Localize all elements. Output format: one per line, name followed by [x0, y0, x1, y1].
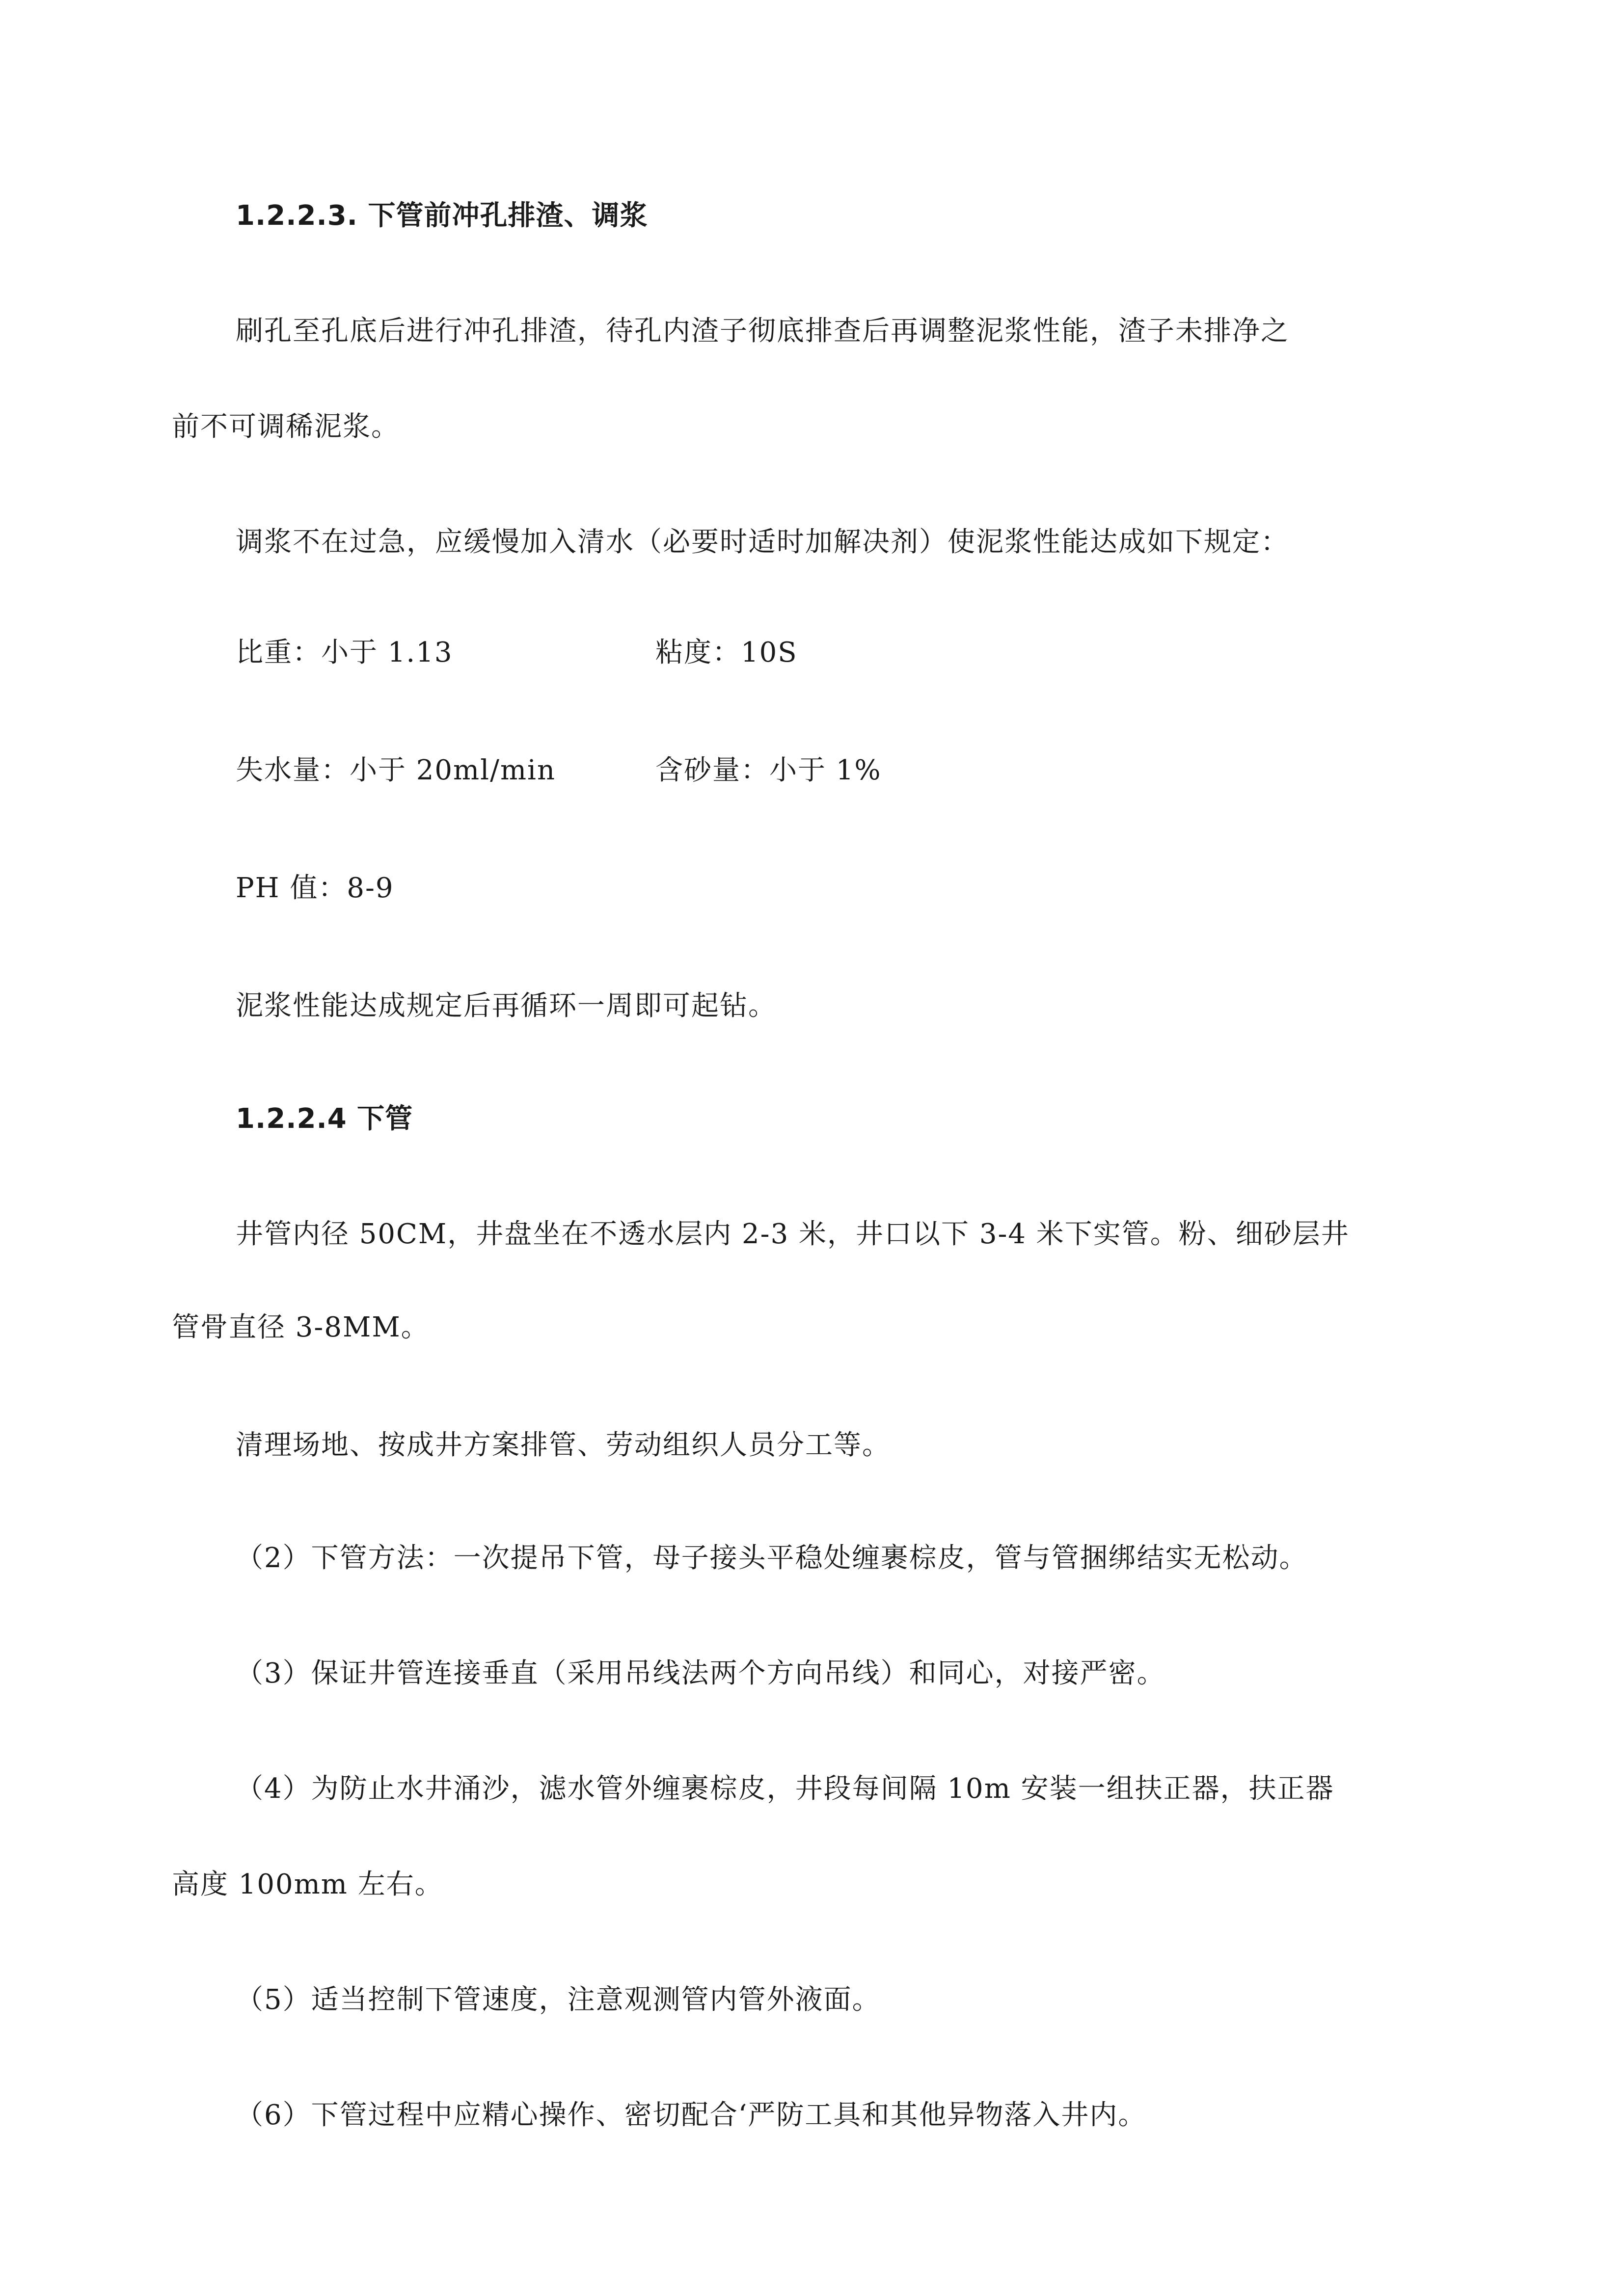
paragraph-line: 调浆不在过急，应缓慢加入清水（必要时适时加解决剂）使泥浆性能达成如下规定： [236, 526, 1289, 558]
list-item: （6）下管过程中应精心操作、密切配合‘严防工具和其他异物落入井内。 [236, 2099, 1147, 2131]
section-heading-1223: 1.2.2.3. 下管前冲孔排渣、调浆 [236, 200, 648, 232]
paragraph-line: 泥浆性能达成规定后再循环一周即可起钻。 [236, 990, 777, 1022]
list-item: （3）保证井管连接垂直（采用吊线法两个方向吊线）和同心，对接严密。 [236, 1657, 1165, 1689]
section-heading-1224: 1.2.2.4 下管 [236, 1103, 413, 1135]
paragraph-line: 前不可调稀泥浆。 [172, 411, 400, 443]
spec-viscosity: 粘度：10S [655, 637, 798, 668]
spec-water-loss: 失水量：小于 20ml/min [236, 754, 556, 786]
list-item: （5）适当控制下管速度，注意观测管内管外液面。 [236, 1984, 881, 2016]
spec-ph: PH 值：8-9 [236, 872, 394, 904]
spec-density: 比重：小于 1.13 [236, 637, 453, 668]
paragraph-line: 清理场地、按成井方案排管、劳动组织人员分工等。 [236, 1429, 891, 1461]
list-item: （4）为防止水井涌沙，滤水管外缠裹棕皮，井段每间隔 10m 安装一组扶正器，扶正器 [236, 1773, 1334, 1805]
paragraph-line: 井管内径 50CM，井盘坐在不透水层内 2-3 米，井口以下 3-4 米下实管。粉、细砂层井 [236, 1218, 1350, 1250]
spec-sand-content: 含砂量：小于 1% [655, 754, 882, 786]
paragraph-line: 高度 100mm 左右。 [172, 1869, 443, 1900]
list-item: （2）下管方法：一次提吊下管，母子接头平稳处缠裹棕皮，管与管捆绑结实无松动。 [236, 1542, 1308, 1574]
paragraph-line: 管骨直径 3-8MM。 [172, 1311, 430, 1343]
paragraph-line: 刷孔至孔底后进行冲孔排渣，待孔内渣子彻底排查后再调整泥浆性能，渣子未排净之 [236, 315, 1289, 347]
